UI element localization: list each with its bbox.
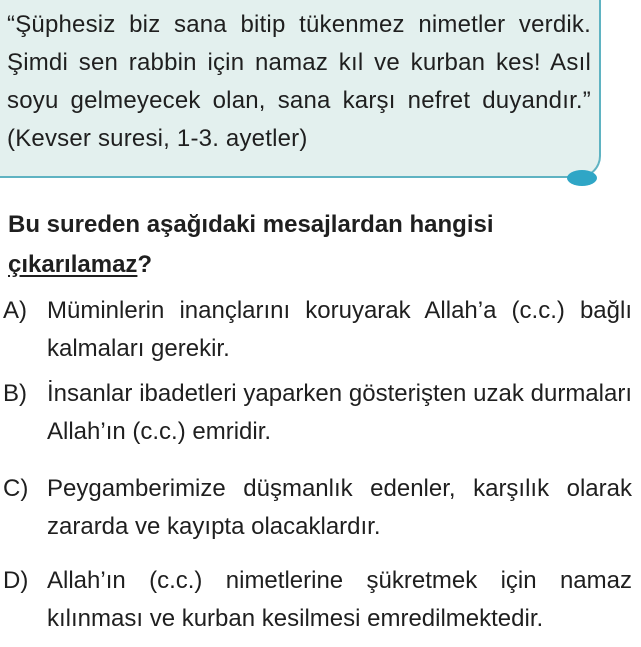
- option-letter: D): [3, 567, 29, 594]
- decorative-dot: [567, 170, 597, 186]
- option-text: Allah’ın (c.c.) nimetlerine şükretmek için namaz kılınması ve kurban kesilmesi emredilmektedir.: [47, 567, 632, 632]
- question-text-before: Bu sureden aşağıdaki mesajlardan hangisi: [8, 211, 494, 238]
- option-text: İnsanlar ibadetleri yaparken gösterişten uzak durmaları Allah’ın (c.c.) emridir.: [47, 380, 632, 445]
- option-text: Müminlerin inançlarını koruyarak Allah’a (c.c.) bağlı kalmaları gerekir.: [47, 297, 632, 362]
- question-negation-word: çıkarılamaz: [8, 251, 138, 278]
- option-letter: A): [3, 297, 27, 324]
- question-text-after: ?: [137, 251, 153, 278]
- question-stem: [8, 205, 634, 285]
- option-text: Peygamberimize düşmanlık edenler, karşılık olarak zararda ve kayıpta olacaklardır.: [47, 475, 632, 540]
- option-letter: B): [3, 380, 27, 407]
- option-letter: C): [3, 475, 29, 502]
- verse-quote-box: [0, 0, 601, 178]
- verse-quote-text: “Şüphesiz biz sana bitip tükenmez nimetler verdik. Şimdi sen rabbin için namaz kıl ve kurban kes! Asıl soyu gelmeyecek olan, sana karşı nefret duyandır.” (Kevser suresi, 1-3. ayetler): [7, 11, 591, 152]
